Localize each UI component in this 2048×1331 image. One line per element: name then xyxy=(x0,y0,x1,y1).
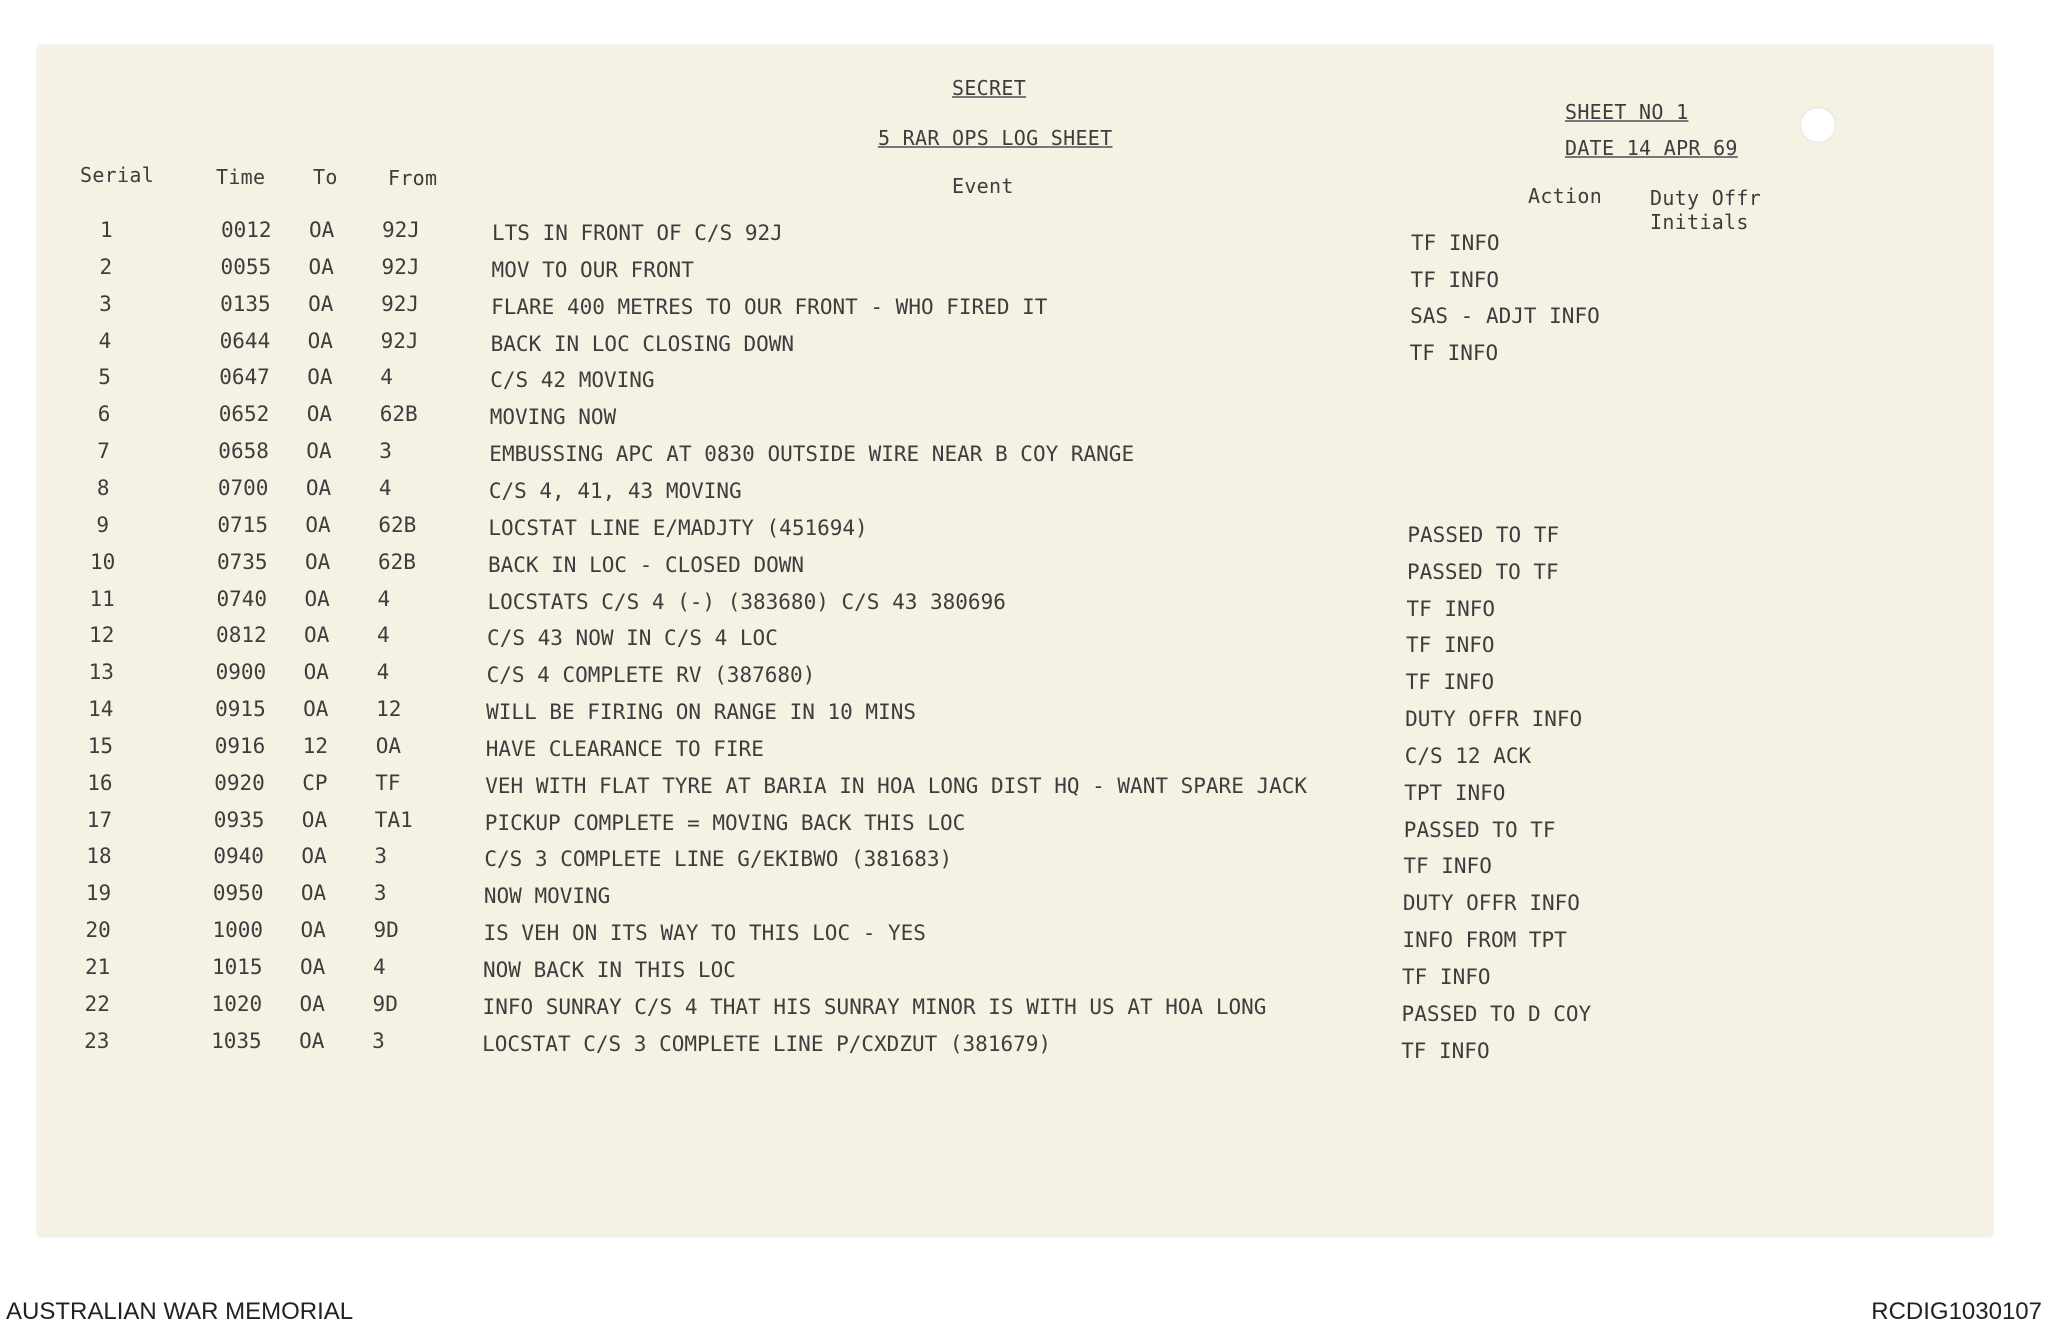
row-to: OA xyxy=(300,918,326,943)
row-serial: 20 xyxy=(85,918,111,943)
footer-record-id: RCDIG1030107 xyxy=(1871,1298,2042,1325)
row-from: OA xyxy=(375,733,401,758)
row-event: C/S 4, 41, 43 MOVING xyxy=(488,478,742,503)
column-header-initials: Initials xyxy=(1650,210,1749,234)
row-from: 92J xyxy=(381,254,420,279)
row-action: SAS - ADJT INFO xyxy=(1410,304,1600,328)
row-serial: 12 xyxy=(89,623,115,648)
row-event: LTS IN FRONT OF C/S 92J xyxy=(492,221,783,245)
row-action: INFO FROM TPT xyxy=(1402,928,1567,953)
row-action: TF INFO xyxy=(1405,670,1495,695)
column-header-event: Event xyxy=(952,174,1014,198)
row-action: PASSED TO TF xyxy=(1407,522,1560,547)
row-event: FLARE 400 METRES TO OUR FRONT - WHO FIRED IT xyxy=(491,294,1048,319)
row-time: 0940 xyxy=(213,844,264,869)
row-event: WILL BE FIRING ON RANGE IN 10 MINS xyxy=(486,700,917,725)
row-to: OA xyxy=(300,881,327,906)
row-from: 4 xyxy=(377,623,390,648)
row-action: TF INFO xyxy=(1402,965,1491,989)
row-time: 0644 xyxy=(219,328,271,353)
row-from: 4 xyxy=(377,586,391,611)
row-from: 4 xyxy=(378,475,392,500)
row-time: 1020 xyxy=(211,991,263,1016)
row-serial: 7 xyxy=(97,439,110,464)
row-to: OA xyxy=(305,475,332,500)
row-event: BACK IN LOC CLOSING DOWN xyxy=(490,331,795,356)
row-time: 1035 xyxy=(211,1028,262,1053)
row-from: 12 xyxy=(376,697,402,722)
sheet-date: DATE 14 APR 69 xyxy=(1565,136,1738,160)
row-time: 0900 xyxy=(215,660,267,685)
row-time: 0740 xyxy=(216,586,268,611)
row-serial: 2 xyxy=(99,254,113,279)
row-event: NOW MOVING xyxy=(483,884,611,909)
row-to: OA xyxy=(308,291,334,316)
row-to: OA xyxy=(304,549,331,574)
row-serial: 10 xyxy=(89,549,116,574)
row-event: LOCSTATS C/S 4 (-) (383680) C/S 43 380696 xyxy=(487,589,1006,614)
row-time: 0920 xyxy=(214,770,265,795)
row-to: OA xyxy=(308,254,334,279)
row-action: DUTY OFFR INFO xyxy=(1402,891,1580,916)
row-action: TF INFO xyxy=(1401,1038,1490,1063)
classification-heading: SECRET xyxy=(952,76,1027,100)
row-to: OA xyxy=(305,512,331,537)
row-event: C/S 4 COMPLETE RV (387680) xyxy=(486,663,816,688)
row-serial: 19 xyxy=(85,881,112,906)
row-serial: 5 xyxy=(98,365,111,390)
row-time: 0735 xyxy=(216,549,268,574)
row-event: C/S 42 MOVING xyxy=(490,368,655,393)
row-serial: 6 xyxy=(97,402,111,427)
row-from: TA1 xyxy=(374,807,413,832)
row-event: MOV TO OUR FRONT xyxy=(491,257,694,282)
row-from: 4 xyxy=(380,365,393,390)
row-time: 0916 xyxy=(214,733,266,758)
row-action: PASSED TO D COY xyxy=(1401,1001,1592,1026)
row-action: TPT INFO xyxy=(1404,780,1506,805)
column-header-time: Time xyxy=(216,165,266,189)
row-from: 92J xyxy=(381,291,420,316)
row-action: DUTY OFFR INFO xyxy=(1405,707,1583,732)
row-from: 3 xyxy=(373,881,387,906)
row-time: 0715 xyxy=(217,512,268,537)
row-to: OA xyxy=(301,844,327,869)
row-serial: 22 xyxy=(84,991,110,1016)
row-from: 3 xyxy=(379,439,392,464)
row-action: TF INFO xyxy=(1406,633,1495,658)
row-from: 92J xyxy=(380,328,419,353)
row-serial: 18 xyxy=(86,844,112,869)
row-time: 0950 xyxy=(212,881,264,906)
column-header-from: From xyxy=(388,166,438,190)
row-serial: 13 xyxy=(88,660,114,685)
row-event: C/S 3 COMPLETE LINE G/EKIBWO (381683) xyxy=(484,847,953,872)
row-serial: 9 xyxy=(96,512,110,537)
row-from: 92J xyxy=(382,218,420,242)
punch-hole xyxy=(1800,107,1836,143)
row-event: LOCSTAT LINE E/MADJTY (451694) xyxy=(488,515,868,540)
row-to: OA xyxy=(303,660,329,685)
row-event: VEH WITH FLAT TYRE AT BARIA IN HOA LONG DIST HQ - WANT SPARE JACK xyxy=(485,773,1308,798)
row-to: CP xyxy=(302,770,328,795)
row-to: OA xyxy=(306,402,333,427)
row-time: 0812 xyxy=(216,623,267,648)
row-action: TF INFO xyxy=(1409,340,1499,365)
row-action: PASSED TO TF xyxy=(1403,817,1556,842)
row-action: C/S 12 ACK xyxy=(1404,743,1532,768)
row-to: OA xyxy=(304,586,330,611)
row-time: 0012 xyxy=(221,218,272,242)
row-serial: 16 xyxy=(87,770,113,795)
row-from: 62B xyxy=(377,549,416,574)
row-event: INFO SUNRAY C/S 4 THAT HIS SUNRAY MINOR IS WITH US AT HOA LONG xyxy=(482,994,1267,1019)
row-from: 4 xyxy=(373,955,386,979)
row-time: 0055 xyxy=(220,254,272,279)
document-title: 5 RAR OPS LOG SHEET xyxy=(878,126,1113,150)
row-time: 0652 xyxy=(218,402,270,427)
row-event: HAVE CLEARANCE TO FIRE xyxy=(485,736,764,761)
row-event: C/S 43 NOW IN C/S 4 LOC xyxy=(487,626,778,651)
row-from: 4 xyxy=(376,660,390,685)
row-from: 3 xyxy=(374,844,387,869)
column-header-to: To xyxy=(313,165,338,189)
row-time: 0935 xyxy=(213,807,265,832)
row-serial: 4 xyxy=(98,328,112,353)
row-event: NOW BACK IN THIS LOC xyxy=(483,958,736,982)
row-to: OA xyxy=(307,328,333,353)
row-serial: 17 xyxy=(86,807,113,832)
column-header-duty-offr: Duty Offr xyxy=(1650,186,1762,210)
row-action: PASSED TO TF xyxy=(1406,559,1559,584)
row-time: 1015 xyxy=(212,955,263,979)
row-serial: 14 xyxy=(88,697,114,722)
row-serial: 21 xyxy=(85,955,111,979)
row-from: 62B xyxy=(379,402,418,427)
row-serial: 11 xyxy=(89,586,115,611)
row-to: OA xyxy=(299,1028,325,1053)
row-event: EMBUSSING APC AT 0830 OUTSIDE WIRE NEAR B COY RANGE xyxy=(489,442,1135,467)
row-serial: 3 xyxy=(99,291,112,316)
row-event: BACK IN LOC - CLOSED DOWN xyxy=(487,552,805,577)
row-action: TF INFO xyxy=(1406,596,1496,621)
row-from: 3 xyxy=(372,1028,385,1053)
row-serial: 8 xyxy=(96,475,110,500)
row-to: OA xyxy=(301,807,328,832)
row-time: 0700 xyxy=(217,475,269,500)
column-header-serial: Serial xyxy=(80,163,155,187)
row-serial: 1 xyxy=(100,218,113,242)
row-action: TF INFO xyxy=(1411,231,1500,255)
footer-source: AUSTRALIAN WAR MEMORIAL xyxy=(6,1298,354,1325)
row-event: MOVING NOW xyxy=(489,405,617,430)
row-from: 9D xyxy=(372,991,398,1016)
row-time: 0135 xyxy=(220,291,271,316)
row-serial: 23 xyxy=(84,1028,110,1053)
row-event: LOCSTAT C/S 3 COMPLETE LINE P/CXDZUT (381679) xyxy=(482,1031,1052,1056)
row-event: PICKUP COMPLETE = MOVING BACK THIS LOC xyxy=(484,810,966,835)
row-to: 12 xyxy=(302,733,328,758)
row-event: IS VEH ON ITS WAY TO THIS LOC - YES xyxy=(483,921,926,946)
row-to: OA xyxy=(299,991,325,1016)
row-time: 0658 xyxy=(218,439,269,464)
row-to: OA xyxy=(303,697,329,722)
row-from: 62B xyxy=(378,512,417,537)
row-from: 9D xyxy=(373,918,399,943)
row-action: TF INFO xyxy=(1403,854,1492,879)
row-time: 1000 xyxy=(212,918,264,943)
row-from: TF xyxy=(375,770,401,795)
row-to: OA xyxy=(309,218,335,242)
row-serial: 15 xyxy=(87,733,113,758)
sheet-number: SHEET NO 1 xyxy=(1565,100,1689,124)
row-to: OA xyxy=(306,439,332,464)
row-time: 0647 xyxy=(219,365,270,390)
row-to: OA xyxy=(300,955,326,979)
row-to: OA xyxy=(307,365,333,390)
row-time: 0915 xyxy=(215,697,266,722)
column-header-action: Action xyxy=(1528,184,1603,208)
row-action: TF INFO xyxy=(1410,267,1500,292)
row-to: OA xyxy=(304,623,330,648)
